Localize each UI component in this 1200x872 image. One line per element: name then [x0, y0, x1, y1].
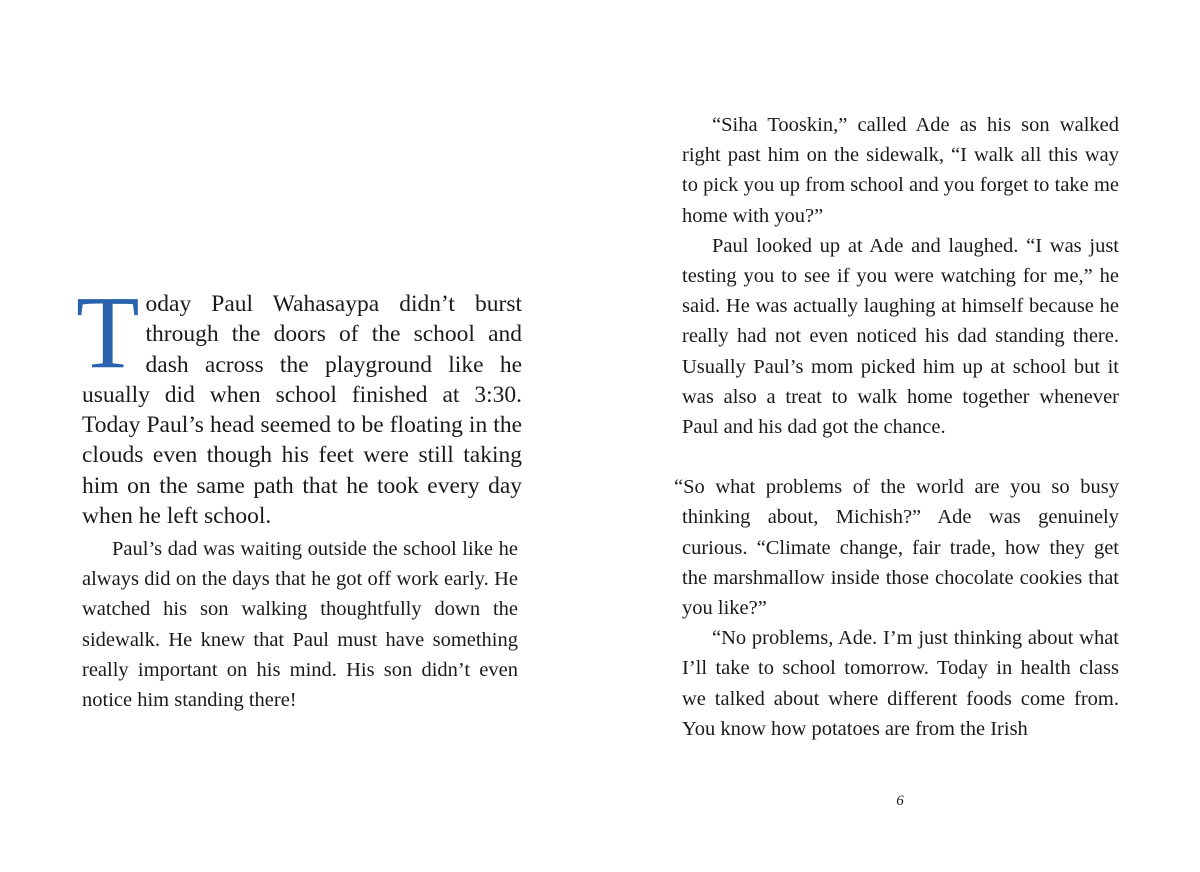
opening-text: oday Paul Wahasaypa didn’t burst through the doors of the school and dash across the playground like he usually did when school finished at 3:30. Today Paul’s head seemed to be floating in the clouds even though his feet were still taking him on the same path that he took every day when he left school.	[82, 291, 522, 530]
paragraph: “So what problems of the world are you so busy thinking about, Michish?” Ade was genuinely curious. “Climate change, fair trade, how they get the marshmallow inside those chocolate cookies that you like?”	[674, 476, 1119, 620]
paragraph: Paul looked up at Ade and laughed. “I was just testing you to see if you were watching for me,” he said. He was actually laughing at himself because he really had not even noticed his dad standing there. Usually Paul’s mom picked him up at school but it was also a treat to walk home together whenever Paul and his dad got the chance.	[682, 234, 1119, 439]
paragraph: “Siha Tooskin,” called Ade as his son walked right past him on the sidewalk, “I walk all this way to pick you up from school and you forget to take me home with you?”	[682, 114, 1119, 227]
paragraph: “No problems, Ade. I’m just thinking about what I’ll take to school tomorrow. Today in health class we talked about where different foods come from. You know how potatoes are from the Irish	[682, 627, 1119, 740]
right-body-text	[674, 110, 1119, 744]
right-page	[600, 0, 1200, 872]
drop-cap: T	[76, 275, 140, 390]
left-body-text	[82, 534, 518, 715]
opening-paragraph	[76, 275, 522, 531]
paragraph: Paul’s dad was waiting outside the school like he always did on the days that he got off work early. He watched his son walking thoughtfully down the sidewalk. He knew that Paul must have something really important on his mind. His son didn’t even notice him standing there!	[82, 538, 518, 712]
page-number: 6	[896, 793, 904, 809]
